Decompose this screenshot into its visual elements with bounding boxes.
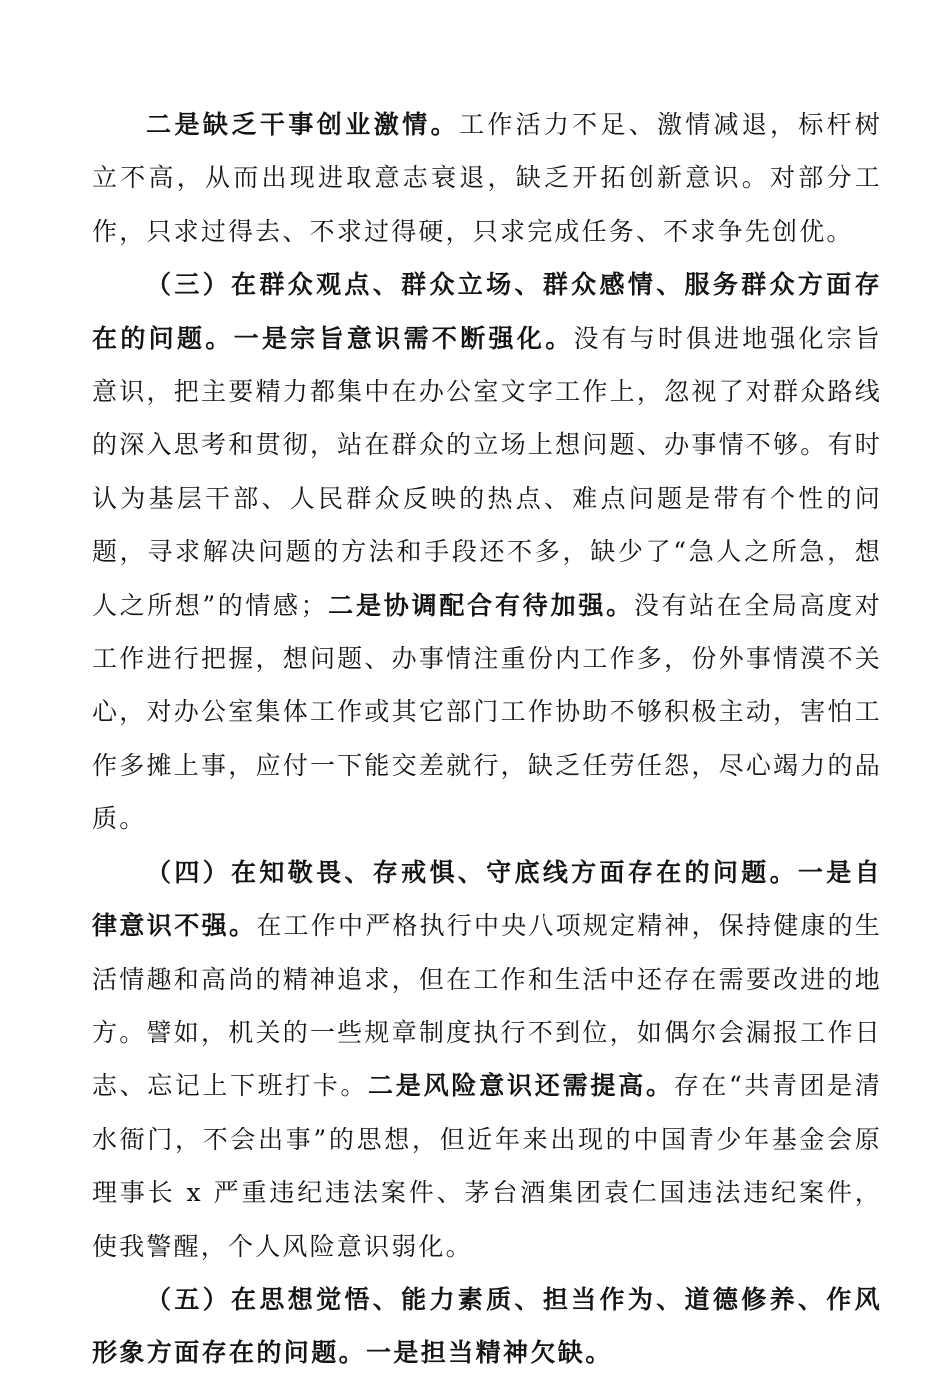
document-body [92, 98, 882, 1380]
text-lack-of-passion: 工作活力不足、激情减退，标杆树立不高，从而出现进取意志衰退，缺乏开拓创新意识。对部分工作，只求过得去、不求过得硬，只求完成任务、不求争先创优。 [92, 110, 882, 246]
paragraph-section-four [92, 846, 882, 1273]
heading-section-five: （五）在思想觉悟、能力素质、担当作为、道德修养、作风形象方面存在的问题。一是担当精神欠缺。 [92, 1284, 882, 1368]
text-risk-awareness: 存在“共青团是清水衙门，不会出事”的思想，但近年来出现的中国青少年基金会原理事长 x 严重违纪违法案件、茅台酒集团袁仁国违法违纪案件，使我警醒，个人风险意识弱化。 [92, 1071, 882, 1261]
paragraph-section-three [92, 258, 882, 845]
text-coordination: 没有站在全局高度对工作进行把握，想问题、办事情注重份内工作多，份外事情漠不关心，对办公室集体工作或其它部门工作协助不够积极主动，害怕工作多摊上事，应付一下能交差就行，缺乏任劳任怨，尽心竭力的品质。 [92, 590, 882, 834]
heading-section-four: （四）在知敬畏、存戒惧、守底线方面存在的问题。一是自律意识不强。 [92, 857, 882, 941]
heading-coordination: 二是协调配合有待加强。 [327, 590, 634, 620]
heading-risk-awareness: 二是风险意识还需提高。 [368, 1071, 674, 1101]
text-purpose-awareness: 没有与时俱进地强化宗旨意识，把主要精力都集中在办公室文字工作上，忽视了对群众路线的深入思考和贯彻，站在群众的立场上想问题、办事情不够。有时认为基层干部、人民群众反映的热点、难点问题是带有个性的问题，寻求解决问题的方法和手段还不多，缺少了“急人之所急，想人之所想”的情感； [92, 323, 883, 620]
paragraph-lack-of-passion [92, 98, 882, 258]
heading-lack-of-passion: 二是缺乏干事创业激情。 [146, 110, 460, 139]
paragraph-section-five [92, 1273, 882, 1380]
heading-section-three: （三）在群众观点、群众立场、群众感情、服务群众方面存在的问题。一是宗旨意识需不断强化。 [92, 270, 882, 353]
text-self-discipline: 在工作中严格执行中央八项规定精神，保持健康的生活情趣和高尚的精神追求，但在工作和生活中还存在需要改进的地方。譬如，机关的一些规章制度执行不到位，如偶尔会漏报工作日志、忘记上下班打卡。 [92, 911, 883, 1101]
